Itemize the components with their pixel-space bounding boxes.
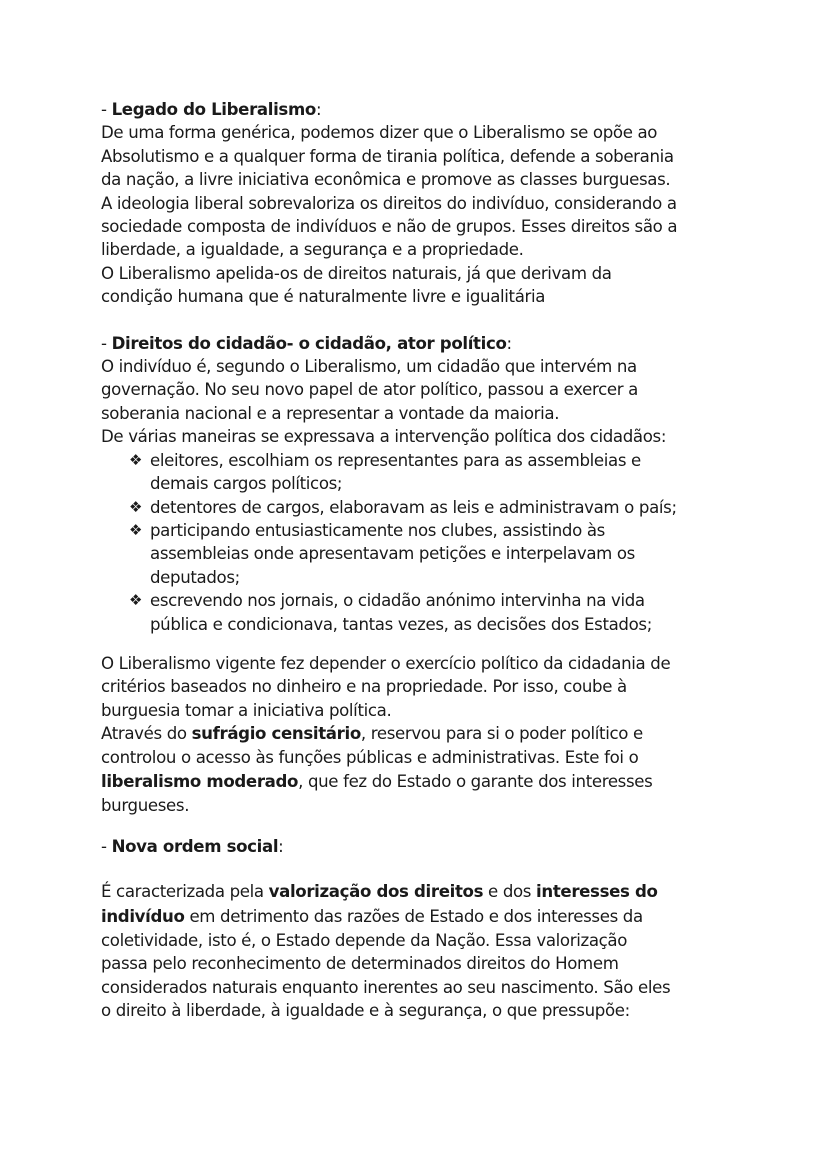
paragraph-line: Através do sufrágio censitário, reservou para si o poder político e bbox=[101, 724, 643, 744]
paragraph-line: critérios baseados no dinheiro e na propriedade. Por isso, coube à bbox=[101, 677, 627, 697]
section-heading-nova-ordem: - Nova ordem social: bbox=[101, 837, 284, 857]
paragraph-line: governação. No seu novo papel de ator político, passou a exercer a bbox=[101, 380, 638, 400]
heading-text: Legado do Liberalismo bbox=[111, 100, 316, 119]
list-item: ❖ participando entusiasticamente nos clubes, assistindo às assembleias onde apresentavam petições e interpelavam os deputados; bbox=[129, 520, 635, 587]
paragraph-line: É caracterizada pela valorização dos direitos e dos interesses do bbox=[101, 881, 658, 901]
paragraph-line: burgueses. bbox=[101, 795, 190, 815]
paragraph-line: condição humana que é naturalmente livre e igualitária bbox=[101, 287, 546, 307]
bold-term-valorizacao: valorização dos direitos bbox=[268, 881, 484, 901]
bold-term-interesses: interesses do bbox=[536, 881, 658, 901]
list-item: ❖ eleitores, escolhiam os representantes para as assembleias e demais cargos políticos; bbox=[129, 450, 641, 494]
list-item: ❖ detentores de cargos, elaboravam as leis e administravam o país; bbox=[129, 496, 741, 519]
diamond-bullet-icon: ❖ bbox=[129, 520, 143, 539]
paragraph-line: coletividade, isto é, o Estado depende da Nação. Essa valorização bbox=[101, 930, 628, 950]
paragraph-line: controlou o acesso às funções públicas e administrativas. Este foi o bbox=[101, 747, 639, 767]
paragraph-line: liberalismo moderado, que fez do Estado o garante dos interesses bbox=[101, 771, 653, 791]
paragraph-line: O Liberalismo vigente fez depender o exercício político da cidadania de bbox=[101, 653, 671, 673]
paragraph-line: O indivíduo é, segundo o Liberalismo, um cidadão que intervém na bbox=[101, 357, 637, 377]
paragraph-line: burguesia tomar a iniciativa política. bbox=[101, 700, 392, 720]
diamond-bullet-icon: ❖ bbox=[129, 591, 143, 610]
paragraph-line: O Liberalismo apelida-os de direitos naturais, já que derivam da bbox=[101, 263, 612, 283]
paragraph-line: considerados naturais enquanto inerentes ao seu nascimento. São eles bbox=[101, 977, 671, 997]
bold-term-individuo: indivíduo bbox=[101, 906, 185, 926]
diamond-bullet-icon: ❖ bbox=[129, 450, 143, 469]
paragraph-line: De uma forma genérica, podemos dizer que o Liberalismo se opõe ao bbox=[101, 123, 658, 143]
list-item: ❖ escrevendo nos jornais, o cidadão anónimo intervinha na vida pública e condicionava, tantas vezes, as decisões dos Estados; bbox=[129, 591, 652, 634]
document-page bbox=[101, 98, 741, 1022]
paragraph-line: liberdade, a igualdade, a segurança e a propriedade. bbox=[101, 240, 524, 260]
bold-term-liberalismo-moderado: liberalismo moderado bbox=[101, 771, 299, 791]
paragraph-line: da nação, a livre iniciativa econômica e promove as classes burguesas. bbox=[101, 170, 671, 190]
paragraph-line: A ideologia liberal sobrevaloriza os direitos do indivíduo, considerando a bbox=[101, 193, 677, 213]
paragraph-line: sociedade composta de indivíduos e não de grupos. Esses direitos são a bbox=[101, 217, 678, 237]
diamond-bullet-icon: ❖ bbox=[129, 497, 143, 516]
bullet-list bbox=[101, 449, 741, 636]
section-heading-direitos: - Direitos do cidadão- o cidadão, ator político: bbox=[101, 333, 512, 353]
paragraph-line: Absolutismo e a qualquer forma de tirania política, defende a soberania bbox=[101, 146, 674, 166]
heading-text: Direitos do cidadão- o cidadão, ator político bbox=[111, 333, 507, 353]
paragraph-line: passa pelo reconhecimento de determinados direitos do Homem bbox=[101, 954, 619, 974]
paragraph-line: o direito à liberdade, à igualdade e à segurança, o que pressupõe: bbox=[101, 1001, 630, 1020]
bold-term-sufragio: sufrágio censitário bbox=[191, 724, 361, 744]
section-heading-legado: - Legado do Liberalismo: bbox=[101, 100, 322, 119]
paragraph-line: soberania nacional e a representar a vontade da maioria. bbox=[101, 403, 560, 423]
heading-text: Nova ordem social bbox=[111, 837, 279, 857]
paragraph-line: De várias maneiras se expressava a intervenção política dos cidadãos: bbox=[101, 427, 667, 447]
paragraph-line: indivíduo em detrimento das razões de Estado e dos interesses da bbox=[101, 906, 643, 926]
